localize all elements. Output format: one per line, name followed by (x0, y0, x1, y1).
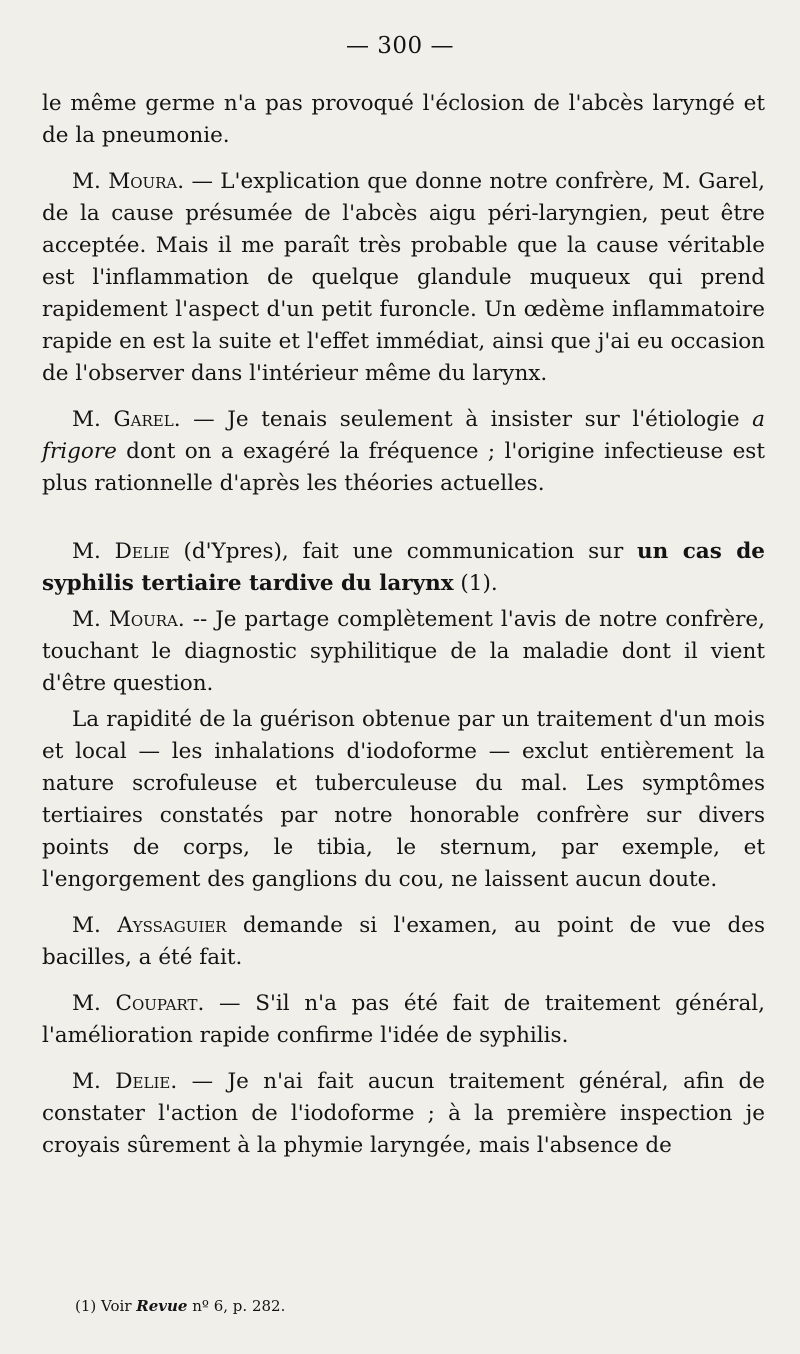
footnote-text: Voir (101, 1297, 132, 1315)
speaker-name: Ayssaguier (117, 913, 227, 938)
paragraph-moura-2 (42, 604, 765, 700)
communication-title: un cas de syphilis tertiaire tardive du larynx (42, 539, 765, 596)
footnote-ref: (1). (453, 571, 498, 596)
paragraph-delie-reply (42, 1066, 765, 1162)
latin-phrase: a frigore (42, 407, 765, 464)
speaker-title: M. (72, 169, 109, 194)
paragraph-coupart (42, 988, 765, 1052)
paragraph-text: (d'Ypres), fait une communication sur (169, 539, 638, 564)
speaker-title: M. (72, 991, 116, 1016)
speaker-name: Garel (113, 407, 174, 432)
speaker-name: Delie (115, 1069, 171, 1094)
paragraph-text: demande si l'examen, au point de vue des bacilles, a été fait. (42, 913, 765, 970)
speaker-name: Moura (108, 169, 178, 194)
speaker-name: Delie (114, 539, 170, 564)
speaker-name: Moura (108, 607, 178, 632)
paragraph-text: La rapidité de la guérison obtenue par un traitement d'un mois et local — les inhalations d'iodoforme — exclut entièrement la nature scrofuleuse et tuberculeuse du mal. Les symptômes tertiaires constatés par notre honorable confrère sur divers points de corps, le tibia, le sternum, par exemple, et l'engorgement des ganglions du cou, ne laissent aucun doute. (42, 707, 765, 892)
speaker-title: M. (72, 913, 118, 938)
footnote-mark: (1) (75, 1297, 97, 1315)
footnote (75, 1294, 285, 1318)
footnote-journal: Revue (136, 1297, 188, 1315)
paragraph-text: dont on a exagéré la fréquence ; l'origine infectieuse est plus rationnelle d'après les théories actuelles. (42, 439, 765, 496)
paragraph-continuation (42, 88, 765, 152)
paragraph-delie-communication (42, 536, 765, 600)
paragraph-text: le même germe n'a pas provoqué l'éclosion de l'abcès laryngé et de la pneumonie. (42, 91, 765, 148)
speaker-title: M. (72, 407, 114, 432)
speaker-title: M. (72, 607, 109, 632)
speaker-name: Coupart (115, 991, 198, 1016)
paragraph-text: . — L'explication que donne notre confrère, M. Garel, de la cause présumée de l'abcès aigu péri-laryngien, peut être acceptée. Mais il me paraît très probable que la cause véritable est l'inflammation de quelque glandule muqueux qui prend rapidement l'aspect d'un petit furoncle. Un œdème inflammatoire rapide en est la suite et l'effet immédiat, ainsi que j'ai eu occasion de l'observer dans l'intérieur même du larynx. (42, 169, 766, 386)
page-number: — 300 — (345, 33, 455, 59)
paragraph-ayssaguier (42, 910, 765, 974)
paragraph-text: . -- Je partage complètement l'avis de notre confrère, touchant le diagnostic syphilitique de la maladie dont il vient d'être question. (42, 607, 765, 696)
paragraph-rapidite (42, 704, 765, 896)
speaker-title: M. (72, 539, 115, 564)
paragraph-text: . — Je tenais seulement à insister sur l'étiologie (173, 407, 753, 432)
body-text (42, 88, 765, 1162)
paragraph-garel (42, 404, 765, 500)
paragraph-moura-1 (42, 166, 765, 390)
speaker-title: M. (72, 1069, 116, 1094)
paragraph-text: . — Je n'ai fait aucun traitement général, afin de constater l'action de l'iodoforme ; à la première inspection je croyais sûrement à la phymie laryngée, mais l'absence de (42, 1069, 765, 1158)
footnote-ref-text: nº 6, p. 282. (192, 1297, 286, 1315)
paragraph-text: . — S'il n'a pas été fait de traitement général, l'amélioration rapide confirme l'idée de syphilis. (42, 991, 765, 1048)
